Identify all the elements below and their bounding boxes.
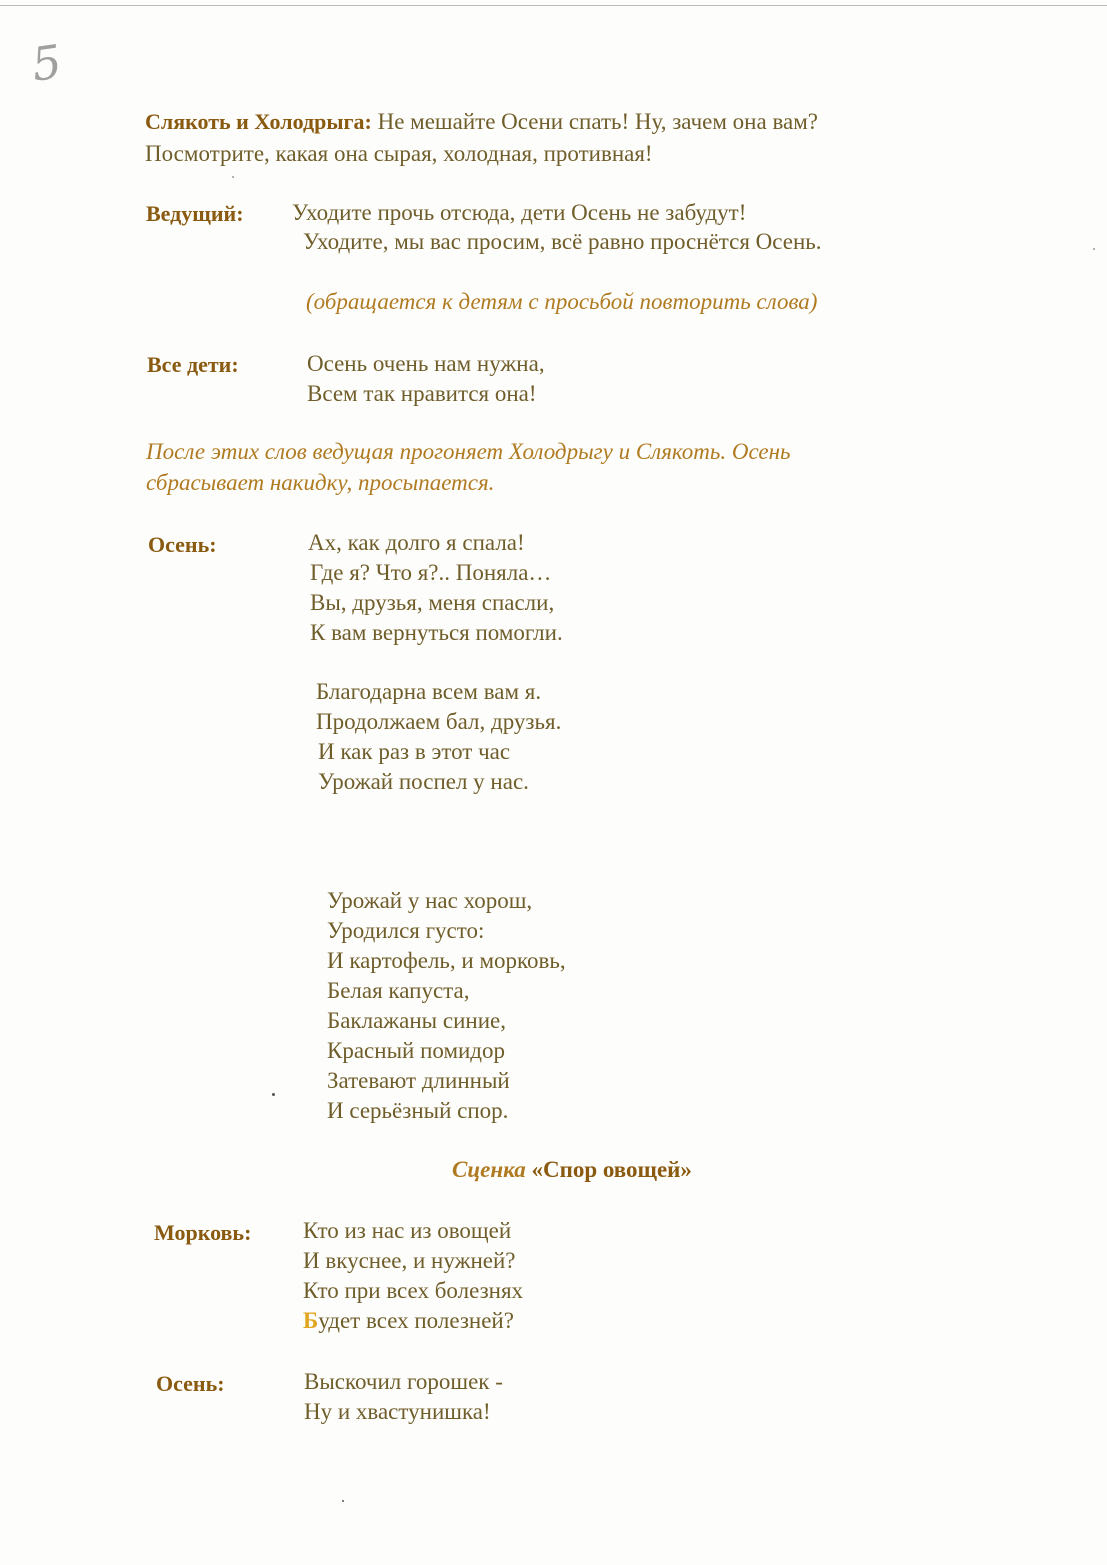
speaker-vse-deti: Все дети: (147, 352, 239, 377)
handwritten-page-number: 5 (28, 34, 65, 92)
stanza3-line5: Баклажаны синие, (327, 1008, 506, 1033)
scan-speck (232, 176, 234, 178)
stanza2-line2: Продолжаем бал, друзья. (316, 709, 562, 734)
block1-line1-text: Не мешайте Осени спать! Ну, зачем она вам? (371, 109, 818, 134)
block5-line1: Кто из нас из овощей (303, 1218, 512, 1243)
block5-line2: И вкуснее, и нужней? (303, 1248, 516, 1273)
narration-line2: сбрасывает накидку, просыпается. (146, 470, 495, 495)
scan-speck (272, 1093, 275, 1096)
stanza3-line3: И картофель, и морковь, (327, 948, 566, 973)
speaker-osen-2: Осень: (156, 1371, 225, 1396)
stanza1-line3: Вы, друзья, меня спасли, (310, 590, 555, 615)
stanza3-line6: Красный помидор (327, 1038, 506, 1063)
block3-line2: Всем так нравится она! (307, 381, 537, 406)
block1-line1 (145, 107, 818, 137)
block3-line1: Осень очень нам нужна, (307, 351, 545, 376)
block1-line2: Посмотрите, какая она сырая, холодная, противная! (145, 141, 653, 166)
scan-speck (342, 1500, 344, 1502)
stanza1-line2: Где я? Что я?.. Поняла… (310, 560, 552, 585)
stanza3-line7: Затевают длинный (327, 1068, 510, 1093)
speaker-veduschiy: Ведущий: (146, 201, 244, 226)
stanza2-line3: И как раз в этот час (318, 739, 511, 764)
scene-title-name: «Спор овощей» (531, 1157, 692, 1182)
block5-line4 (303, 1306, 514, 1336)
stanza3-line4: Белая капуста, (327, 978, 470, 1003)
stanza3-line2: Уродился густо: (327, 918, 485, 943)
stage-direction: (обращается к детям с просьбой повторить слова) (306, 289, 818, 314)
speaker-slyakot-holodryga: Слякоть и Холодрыга: (145, 109, 372, 134)
block6-line2: Ну и хвастунишка! (304, 1399, 491, 1424)
block5-line4-text: удет всех полезней? (318, 1308, 514, 1333)
block6-line1: Выскочил горошек - (304, 1369, 503, 1394)
block2-line2: Уходите, мы вас просим, всё равно проснётся Осень. (303, 229, 822, 254)
stanza1-line1: Ах, как долго я спала! (308, 530, 525, 555)
page-top-rule (0, 5, 1107, 6)
stanza3-line8: И серьёзный спор. (327, 1098, 509, 1123)
speaker-osen: Осень: (148, 532, 217, 557)
stanza2-line4: Урожай поспел у нас. (318, 769, 529, 794)
speaker-morkov: Морковь: (154, 1220, 252, 1245)
stanza2-line1: Благодарна всем вам я. (316, 679, 542, 704)
block2-line1: Уходите прочь отсюда, дети Осень не забудут! (292, 200, 747, 225)
block5-line3: Кто при всех болезнях (303, 1278, 524, 1303)
scene-title (452, 1157, 692, 1183)
stanza1-line4: К вам вернуться помогли. (310, 620, 563, 645)
scan-speck (1093, 248, 1095, 250)
corrected-letter: Б (303, 1308, 319, 1333)
scene-title-word: Сценка (452, 1157, 526, 1182)
stanza3-line1: Урожай у нас хорош, (327, 888, 533, 913)
narration-line1: После этих слов ведущая прогоняет Холодрыгу и Слякоть. Осень (146, 439, 791, 464)
